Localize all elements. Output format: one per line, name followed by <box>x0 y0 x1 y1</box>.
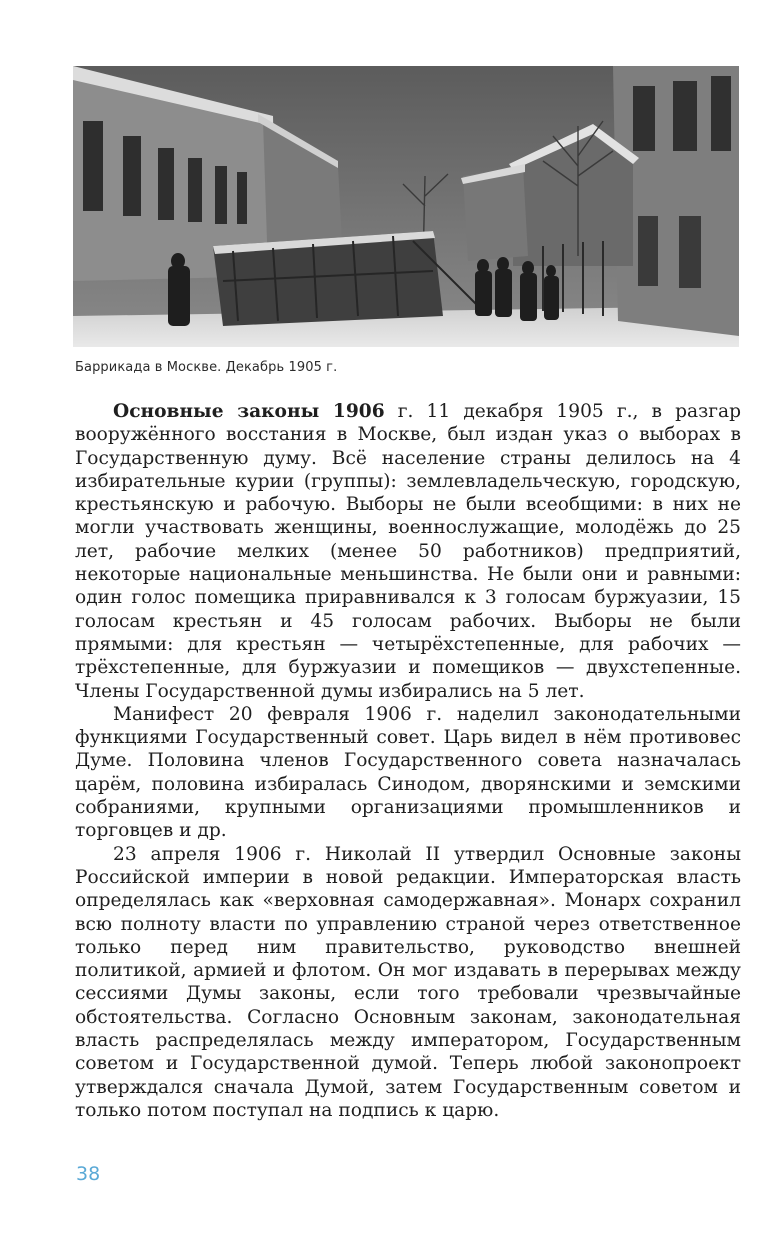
paragraph-text: г. 11 декабря 1905 г., в разгар вооружённого восстания в Москве, был издан указ о выборах в Государственную думу. Всё население страны делилось на 4 избирательные курии (группы): землевладельческую, городскую, крестьянскую и рабочую. Выборы не были всеобщими: в них не могли участвовать женщины, военнослужащие, молодёжь до 25 лет, рабочие мелких (менее 50 работников) предприятий, некоторые национальные меньшинства. Не были они и равными: один голос помещика приравнивался к 3 голосам буржуазии, 15 голосам крестьян и 45 голосам рабочих. Выборы не были прямыми: для крестьян — четырёхстепенные, для рабочих — трёхстепенные, для буржуазии и помещиков — двухстепенные. Члены Государственной думы избирались на 5 лет. <box>75 401 741 702</box>
paragraph <box>75 400 741 703</box>
photo-caption: Баррикада в Москве. Декабрь 1905 г. <box>75 360 338 375</box>
paragraph-heading: Основные законы 1906 <box>113 401 385 422</box>
paragraph: 23 апреля 1906 г. Николай II утвердил Основные законы Российской империи в новой редакции. Императорская власть определялась как «верховная самодержавная». Монарх сохранил всю полноту власти по управлению страной через ответственное только перед ним правительство, руководство внешней политикой, армией и флотом. Он мог издавать в перерывах между сессиями Думы законы, если того требовали чрезвычайные обстоятельства. Согласно Основным законам, законодательная власть распределялась между императором, Государственным советом и Государственной думой. Теперь любой законопроект утверждался сначала Думой, затем Государственным советом и только потом поступал на подпись к царю. <box>75 843 741 1121</box>
page-number: 38 <box>76 1163 101 1185</box>
barricade-photo <box>73 66 739 347</box>
body-text <box>75 400 741 1122</box>
paragraph: Манифест 20 февраля 1906 г. наделил законодательными функциями Государственный совет. Царь видел в нём противовес Думе. Половина членов Государственного совета назначалась царём, половина избиралась Синодом, дворянскими и земскими собраниями, крупными организациями промышленников и торговцев и др. <box>75 703 741 842</box>
